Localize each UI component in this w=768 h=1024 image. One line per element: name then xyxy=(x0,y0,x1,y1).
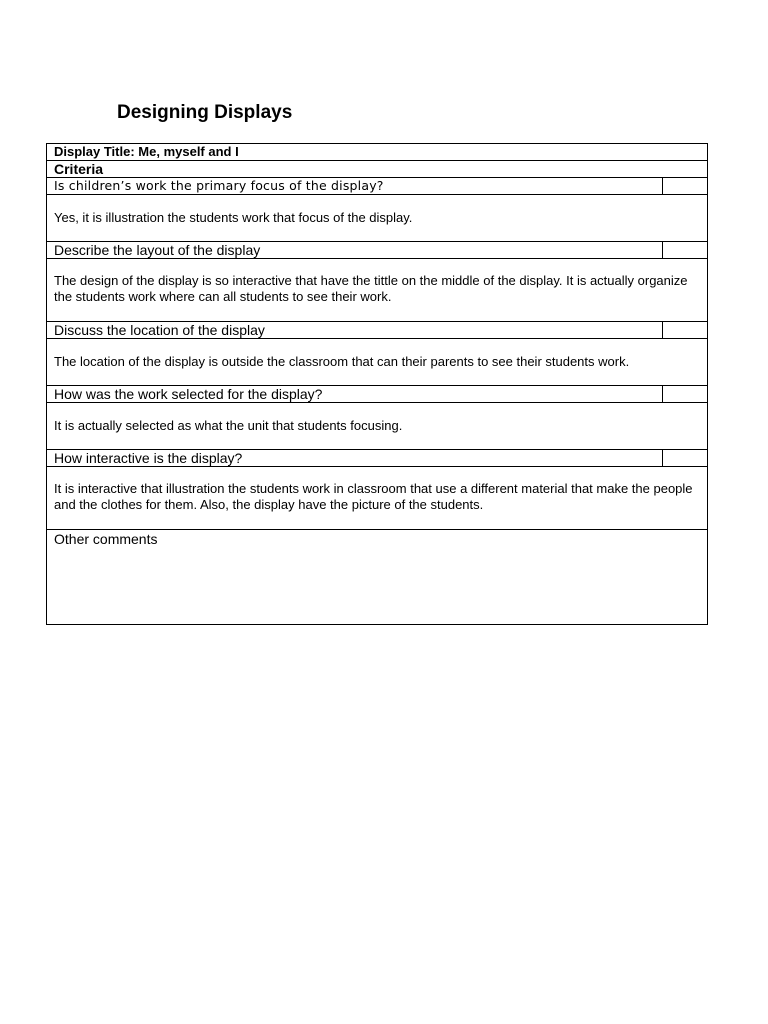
question-row xyxy=(47,322,707,339)
question-row xyxy=(47,242,707,259)
rating-cell[interactable] xyxy=(662,242,707,258)
question-row xyxy=(47,450,707,467)
rating-cell[interactable] xyxy=(662,386,707,402)
question-row xyxy=(47,386,707,403)
question-text: Discuss the location of the display xyxy=(54,322,265,338)
question-text: Describe the layout of the display xyxy=(54,242,261,258)
criteria-label: Criteria xyxy=(54,161,104,177)
answer-text: It is interactive that illustration the students work in classroom that use a different material that make the people and the clothes for them. Also, the display have the picture of the students. xyxy=(54,481,693,512)
question-row xyxy=(47,178,707,195)
display-title-text: Display Title: Me, myself and I xyxy=(54,144,239,159)
other-comments-row[interactable] xyxy=(47,530,707,624)
rating-cell[interactable] xyxy=(662,450,707,466)
answer-row xyxy=(47,403,707,450)
display-title-row xyxy=(47,144,707,161)
question-text: How interactive is the display? xyxy=(54,450,243,466)
question-text: Is children’s work the primary focus of the display? xyxy=(54,178,384,193)
criteria-header-row xyxy=(47,161,707,178)
rating-cell[interactable] xyxy=(662,322,707,338)
rating-cell[interactable] xyxy=(662,178,707,194)
display-evaluation-form xyxy=(46,143,708,625)
answer-row xyxy=(47,195,707,242)
answer-row xyxy=(47,467,707,530)
answer-row xyxy=(47,339,707,386)
answer-text: The design of the display is so interactive that have the tittle on the middle of the display. It is actually organize the students work where can all students to see their work. xyxy=(54,273,688,304)
answer-text: It is actually selected as what the unit that students focusing. xyxy=(54,418,403,433)
document-title: Designing Displays xyxy=(117,102,293,123)
question-text: How was the work selected for the display? xyxy=(54,386,323,402)
other-comments-label: Other comments xyxy=(54,531,158,547)
answer-text: The location of the display is outside the classroom that can their parents to see their students work. xyxy=(54,354,630,369)
answer-text: Yes, it is illustration the students work that focus of the display. xyxy=(54,210,413,225)
other-comments-value xyxy=(54,547,700,548)
answer-row xyxy=(47,259,707,322)
